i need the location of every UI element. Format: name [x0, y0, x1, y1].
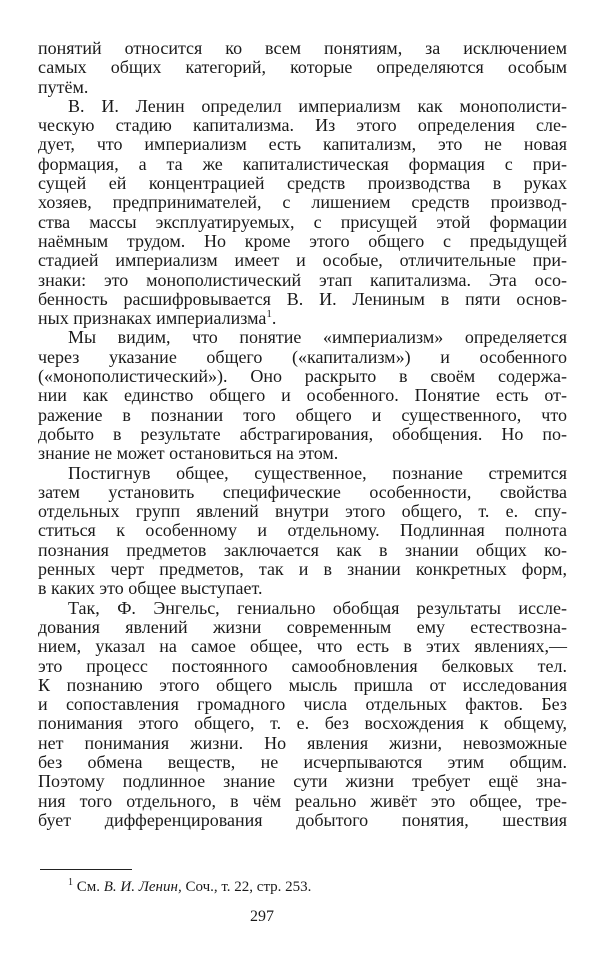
- line-text: дования явлений жизни современным ему естествозна-: [38, 616, 567, 637]
- line-text: хозяев, предпринимателей, с лишением средств производ-: [38, 192, 567, 213]
- line-text: Постигнув общее, существенное, познание стремится: [68, 462, 567, 483]
- line-text: познания предметов заключается как в знании общих ко-: [38, 539, 567, 560]
- text-line: [38, 232, 567, 251]
- line-text: бует дифференцирования добытого понятия, шествия: [38, 809, 567, 830]
- text-line: [38, 348, 567, 367]
- text-line: [38, 483, 567, 502]
- line-text: бенность расшифровывается В. И. Лениным в пяти основ-: [38, 288, 567, 309]
- line-text: ния того отдельного, в чём реально живёт это общее, тре-: [38, 790, 567, 811]
- text-line: [38, 560, 567, 579]
- text-line: [38, 676, 567, 695]
- text-line: [38, 521, 567, 540]
- line-text: ных признаках империализма: [38, 308, 267, 329]
- line-text: ства массы эксплуатируемых, с присущей этой формации: [38, 211, 567, 232]
- text-line: [38, 695, 567, 714]
- line-text: знаки: это монополистический этап капитализма. Эта осо-: [38, 269, 567, 290]
- line-text: затем установить специфические особенности, свойства: [38, 481, 567, 502]
- text-line: [38, 251, 567, 270]
- text-line: [38, 290, 567, 309]
- line-text: знание не может остановиться на этом.: [38, 443, 339, 464]
- line-text: и сопоставления громадного числа отдельных фактов. Без: [38, 694, 567, 715]
- line-text: Так, Ф. Энгельс, гениально обобщая результаты иссле-: [68, 597, 567, 618]
- line-text: В. И. Ленин определил империализм как монополисти-: [68, 95, 567, 116]
- line-text: самых общих категорий, которые определяются особым: [38, 57, 567, 78]
- line-text: Поэтому подлинное знание сути жизни требует ещё зна-: [38, 771, 567, 792]
- text-line: [38, 174, 567, 193]
- line-text: понимания этого общего, т. е. без восхождения к общему,: [38, 713, 567, 734]
- text-line: [38, 155, 567, 174]
- footnote: [68, 879, 311, 896]
- text-line: [38, 386, 567, 405]
- text-line: [38, 637, 567, 656]
- footnote-source: Соч., т. 22, стр. 253.: [185, 879, 312, 895]
- line-text: К познанию этого общего мысль пришла от исследования: [38, 674, 567, 695]
- line-text: ренных черт предметов, так и в знании конкретных форм,: [38, 559, 567, 580]
- footnote-author: В. И. Ленин,: [103, 879, 182, 895]
- line-text: нет понимания жизни. Но явления жизни, невозможные: [38, 732, 567, 753]
- text-line: [38, 599, 567, 618]
- line-text: добыто в результате абстрагирования, обобщения. Но по-: [38, 423, 567, 444]
- text-line: [38, 97, 567, 116]
- line-text: Мы видим, что понятие «империализм» определяется: [68, 327, 567, 348]
- line-text: в каких это общее выступает.: [38, 578, 263, 599]
- text-line: [38, 618, 567, 637]
- text-line: [38, 579, 567, 598]
- text-line: [38, 271, 567, 290]
- line-end: .: [271, 308, 277, 329]
- text-line: [38, 811, 567, 830]
- line-text: отдельных групп явлений внутри этого общего, т. е. спу-: [38, 501, 567, 522]
- line-text: ражение в познании того общего и существенного, что: [38, 404, 567, 425]
- text-line: [38, 58, 567, 77]
- text-line: [38, 502, 567, 521]
- footnote-prefix: См.: [76, 879, 100, 895]
- body-text: [38, 39, 567, 830]
- text-line: [38, 541, 567, 560]
- line-text: это процесс постоянного самообновления белковых тел.: [38, 655, 567, 676]
- text-line: [38, 792, 567, 811]
- page-number: 297: [250, 908, 274, 925]
- footnote-divider: [40, 869, 132, 870]
- text-line: [38, 78, 567, 97]
- line-text: дует, что империализм есть капитализм, это не новая: [38, 134, 567, 155]
- line-text: ческую стадию капитализма. Из этого определения сле-: [38, 115, 567, 136]
- text-line: [38, 193, 567, 212]
- line-text: через указание общего («капитализм») и особенного: [38, 346, 567, 367]
- text-line: [38, 772, 567, 791]
- line-text: формация, а та же капиталистическая формация с при-: [38, 153, 567, 174]
- text-line: [38, 464, 567, 483]
- text-line: [38, 135, 567, 154]
- line-text: («монополистический»). Оно раскрыто в своём содержа-: [38, 366, 567, 387]
- text-line: [38, 367, 567, 386]
- line-text: нием, указал на самое общее, что есть в этих явлениях,—: [38, 636, 567, 657]
- text-line: [38, 444, 567, 463]
- line-text: наёмным трудом. Но кроме этого общего с предыдущей: [38, 230, 567, 251]
- line-text: путём.: [38, 76, 89, 97]
- line-text: ститься к особенному и отдельному. Подлинная полнота: [38, 520, 567, 541]
- line-text: понятий относится ко всем понятиям, за исключением: [38, 38, 567, 58]
- text-line: [38, 116, 567, 135]
- line-text: стадией империализм имеет и особые, отличительные при-: [38, 250, 567, 271]
- text-line: [38, 213, 567, 232]
- text-line: [38, 753, 567, 772]
- text-line: [38, 406, 567, 425]
- footnote-marker: 1: [68, 877, 73, 888]
- text-line: [38, 714, 567, 733]
- text-line: [38, 39, 567, 58]
- text-line: [38, 328, 567, 347]
- line-text: без обмена веществ, не исчерпываются этим общим.: [38, 751, 567, 772]
- line-text: нии как единство общего и особенного. Понятие есть от-: [38, 385, 567, 406]
- footnote-reference: 1: [266, 308, 272, 321]
- line-text: сущей ей концентрацией средств производства в руках: [38, 173, 567, 194]
- text-line: [38, 425, 567, 444]
- text-line: [38, 734, 567, 753]
- text-line: [38, 657, 567, 676]
- text-line: [38, 309, 567, 328]
